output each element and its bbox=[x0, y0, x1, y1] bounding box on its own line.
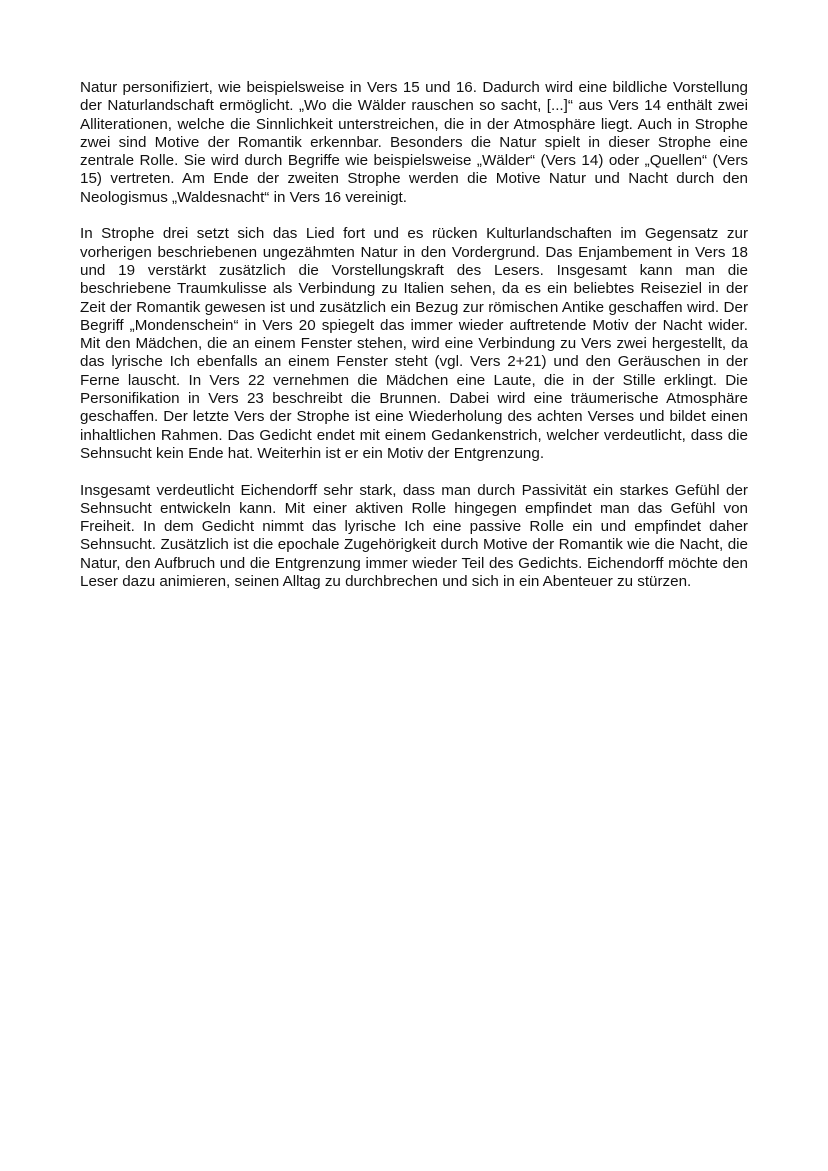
paragraph-strophe-two: Natur personifiziert, wie beispielsweise in Vers 15 und 16. Dadurch wird eine bildliche Vorstellung der Naturlandschaft ermöglicht. „Wo die Wälder rauschen so sacht, [...]“ aus Vers 14 enthält zwei Alliterationen, welche die Sinnlichkeit unterstreichen, die in der Atmosphäre liegt. Auch in Strophe zwei sind Motive der Romantik erkennbar. Besonders die Natur spielt in dieser Strophe eine zentrale Rolle. Sie wird durch Begriffe wie beispielsweise „Wälder“ (Vers 14) oder „Quellen“ (Vers 15) vertreten. Am Ende der zweiten Strophe werden die Motive Natur und Nacht durch den Neologismus „Waldesnacht“ in Vers 16 vereinigt. bbox=[80, 79, 748, 206]
paragraph-strophe-three: In Strophe drei setzt sich das Lied fort und es rücken Kulturlandschaften im Gegensatz zur vorherigen beschriebenen ungezähmten Natur in den Vordergrund. Das Enjambement in Vers 18 und 19 verstärkt zusätzlich die Vorstellungskraft des Lesers. Insgesamt kann man die beschriebene Traumkulisse als Verbindung zu Italien sehen, da es ein beliebtes Reiseziel in der Zeit der Romantik gewesen ist und zusätzlich ein Bezug zur römischen Antike geschaffen wird. Der Begriff „Mondenschein“ in Vers 20 spiegelt das immer wieder auftretende Motiv der Nacht wider. Mit den Mädchen, die an einem Fenster stehen, wird eine Verbindung zu Vers zwei hergestellt, da das lyrische Ich ebenfalls an einem Fenster steht (vgl. Vers 2+21) und den Geräuschen in der Ferne lauscht. In Vers 22 vernehmen die Mädchen eine Laute, die in der Stille erklingt. Die Personifikation in Vers 23 beschreibt die Brunnen. Dabei wird eine träumerische Atmosphäre geschaffen. Der letzte Vers der Strophe ist eine Wiederholung des achten Verses und bildet einen inhaltlichen Rahmen. Das Gedicht endet mit einem Gedankenstrich, welcher verdeutlicht, dass die Sehnsucht kein Ende hat. Weiterhin ist er ein Motiv der Entgrenzung. bbox=[80, 225, 748, 462]
document-page bbox=[80, 79, 748, 610]
paragraph-conclusion: Insgesamt verdeutlicht Eichendorff sehr stark, dass man durch Passivität ein starkes Gefühl der Sehnsucht entwickeln kann. Mit einer aktiven Rolle hingegen empfindet man das Gefühl von Freiheit. In dem Gedicht nimmt das lyrische Ich eine passive Rolle ein und empfindet daher Sehnsucht. Zusätzlich ist die epochale Zugehörigkeit durch Motive der Romantik wie die Nacht, die Natur, den Aufbruch und die Entgrenzung immer wieder Teil des Gedichts. Eichendorff möchte den Leser dazu animieren, seinen Alltag zu durchbrechen und sich in ein Abenteuer zu stürzen. bbox=[80, 481, 748, 591]
